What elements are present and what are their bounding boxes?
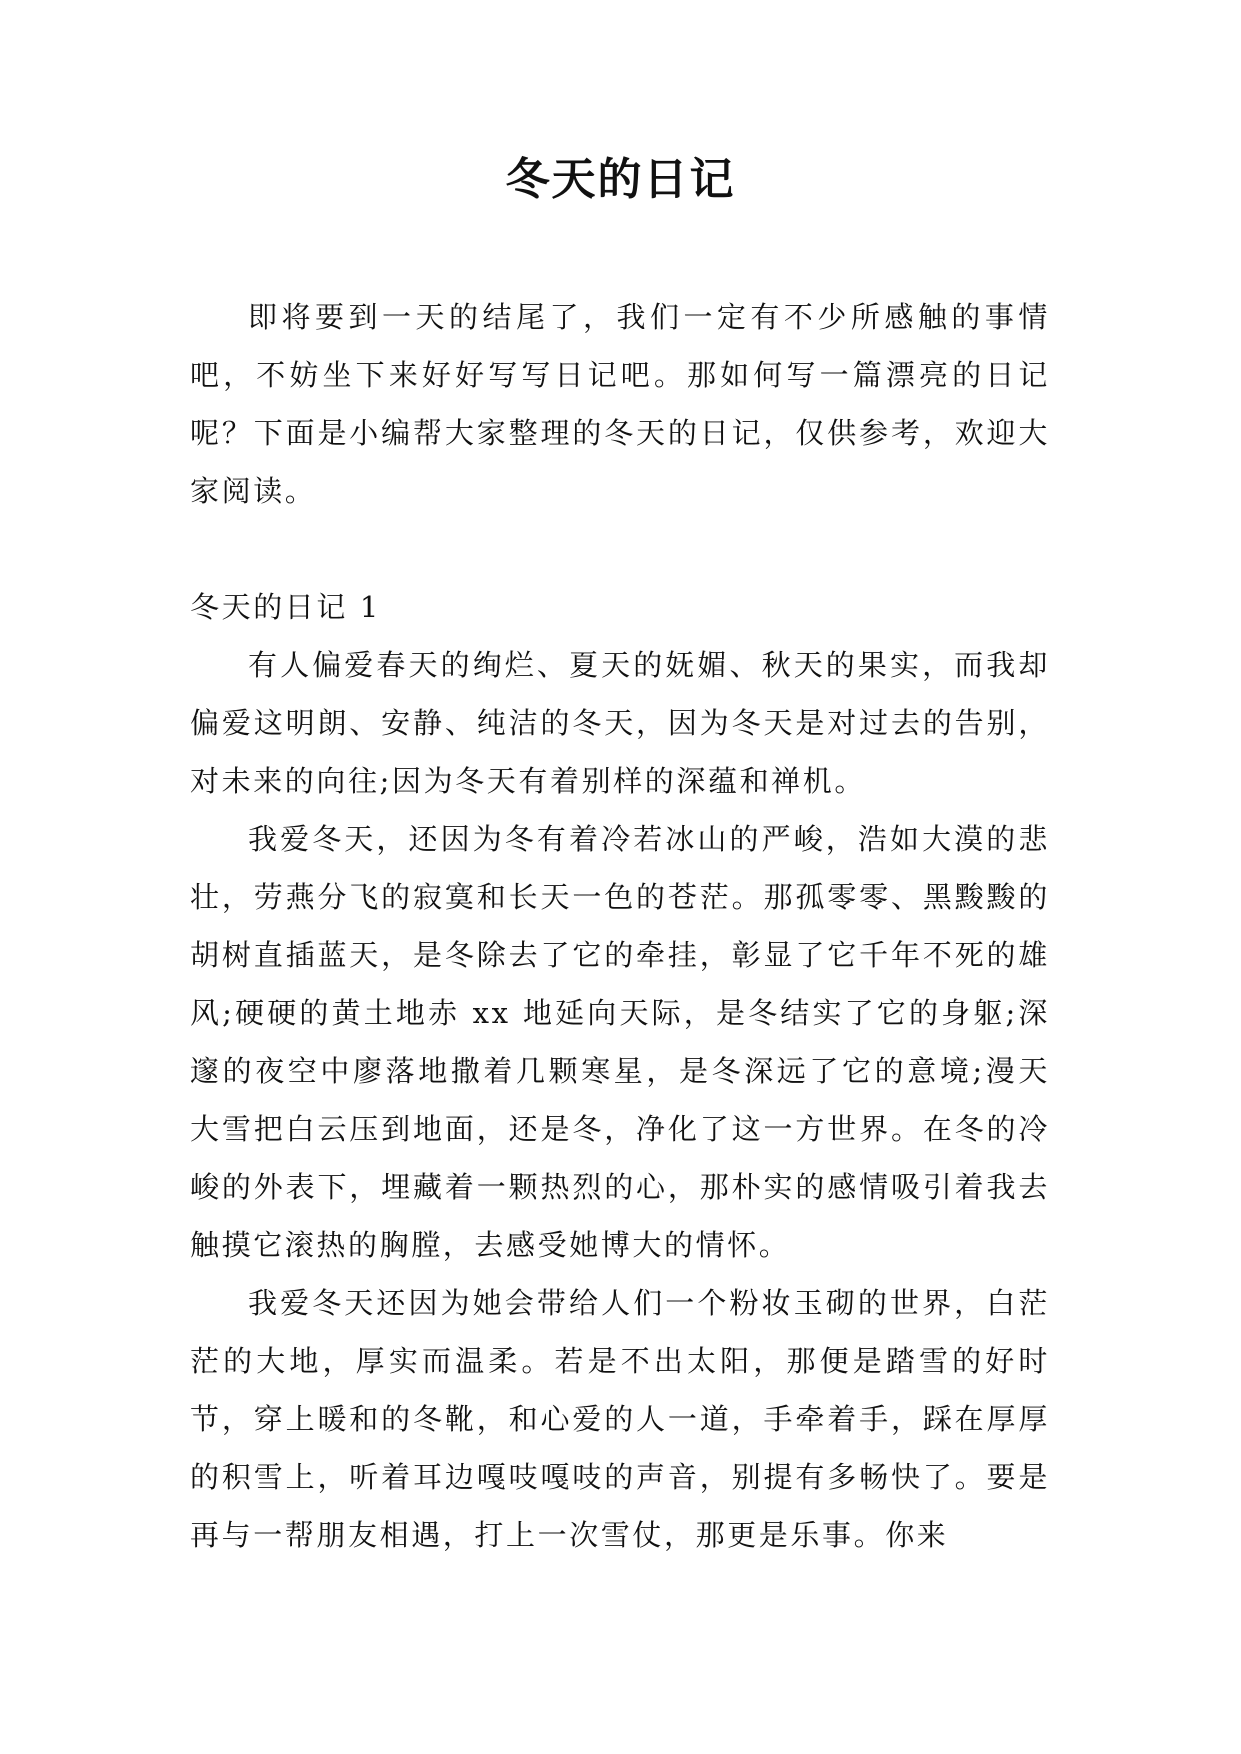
intro-paragraph: 即将要到一天的结尾了，我们一定有不少所感触的事情吧，不妨坐下来好好写写日记吧。那如何写一篇漂亮的日记呢？下面是小编帮大家整理的冬天的日记，仅供参考，欢迎大家阅读。 [190, 300, 1050, 508]
body-paragraph-1: 有人偏爱春天的绚烂、夏天的妩媚、秋天的果实，而我却偏爱这明朗、安静、纯洁的冬天，因为冬天是对过去的告别，对未来的向往;因为冬天有着别样的深蕴和禅机。 [190, 648, 1050, 798]
section-spacer [190, 520, 1050, 578]
body-paragraph-2: 我爱冬天，还因为冬有着冷若冰山的严峻，浩如大漠的悲壮，劳燕分飞的寂寞和长天一色的苍茫。那孤零零、黑黢黢的胡树直插蓝天，是冬除去了它的牵挂，彰显了它千年不死的雄风;硬硬的黄土地赤 xx 地延向天际，是冬结实了它的身躯;深邃的夜空中廖落地撒着几颗寒星，是冬深远了它的意境;漫天大雪把白云压到地面，还是冬，净化了这一方世界。在冬的冷峻的外表下，埋藏着一颗热烈的心，那朴实的感情吸引着我去触摸它滚热的胸膛，去感受她博大的情怀。 [190, 822, 1050, 1262]
body-paragraph-3: 我爱冬天还因为她会带给人们一个粉妆玉砌的世界，白茫茫的大地，厚实而温柔。若是不出太阳，那便是踏雪的好时节，穿上暖和的冬靴，和心爱的人一道，手牵着手，踩在厚厚的积雪上，听着耳边嘎吱嘎吱的声音，别提有多畅快了。要是再与一帮朋友相遇，打上一次雪仗，那更是乐事。你来 [190, 1286, 1050, 1552]
document-body [190, 288, 1050, 1564]
section-heading: 冬天的日记 1 [190, 590, 381, 624]
document-title: 冬天的日记 [505, 154, 736, 205]
